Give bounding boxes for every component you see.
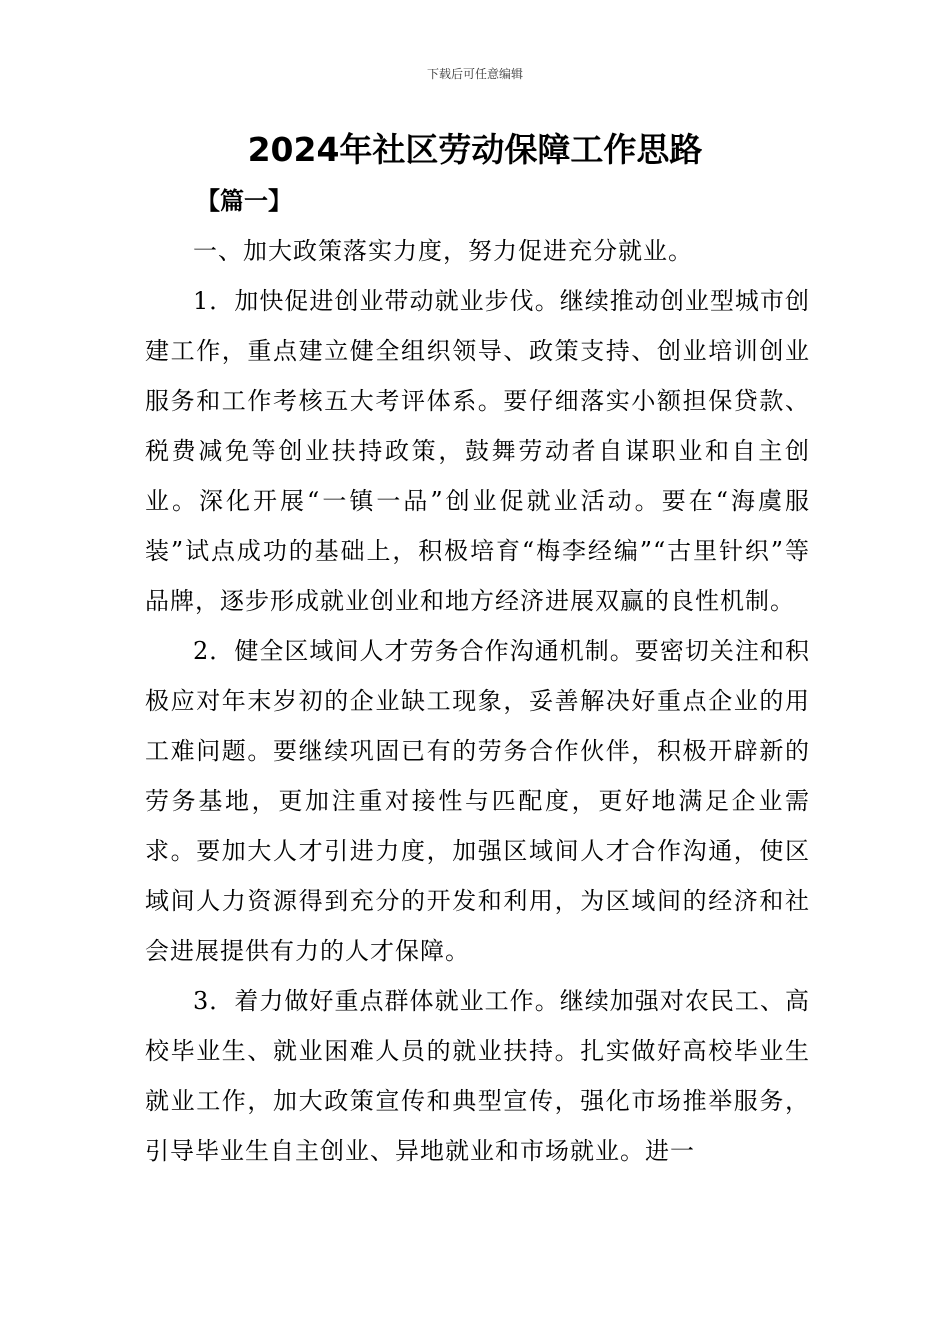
paragraph-heading: 一、加大政策落实力度，努力促进充分就业。 (193, 237, 693, 265)
page-header: 下载后可任意编辑 (426, 67, 523, 81)
paragraph: 1．加快促进创业带动就业步伐。继续推动创业型城市创建工作，重点建立健全组织领导、政策支持、创业培训创业服务和工作考核五大考评体系。要仔细落实小额担保贷款、税费减免等创业扶持政策，鼓舞劳动者自谋职业和自主创业。深化开展“一镇一品”创业促就业活动。要在“海虞服装”试点成功的基础上，积极培育“梅李经编”“古里针织”等品牌，逐步形成就业创业和地方经济进展双赢的良性机制。 (145, 287, 810, 615)
paragraph: 2．健全区域间人才劳务合作沟通机制。要密切关注和积极应对年末岁初的企业缺工现象，妥善解决好重点企业的用工难问题。要继续巩固已有的劳务合作伙伴，积极开辟新的劳务基地，更加注重对接性与匹配度，更好地满足企业需求。要加大人才引进力度，加强区域间人才合作沟通，使区域间人力资源得到充分的开发和利用，为区域间的经济和社会进展提供有力的人才保障。 (145, 637, 810, 965)
document-title: 2024年社区劳动保障工作思路 (247, 130, 703, 169)
document-body (145, 226, 810, 1176)
section-label: 【篇一】 (196, 186, 292, 215)
paragraph: 3．着力做好重点群体就业工作。继续加强对农民工、高校毕业生、就业困难人员的就业扶持。扎实做好高校毕业生就业工作，加大政策宣传和典型宣传，强化市场推举服务，引导毕业生自主创业、异地就业和市场就业。进一 (145, 987, 810, 1165)
